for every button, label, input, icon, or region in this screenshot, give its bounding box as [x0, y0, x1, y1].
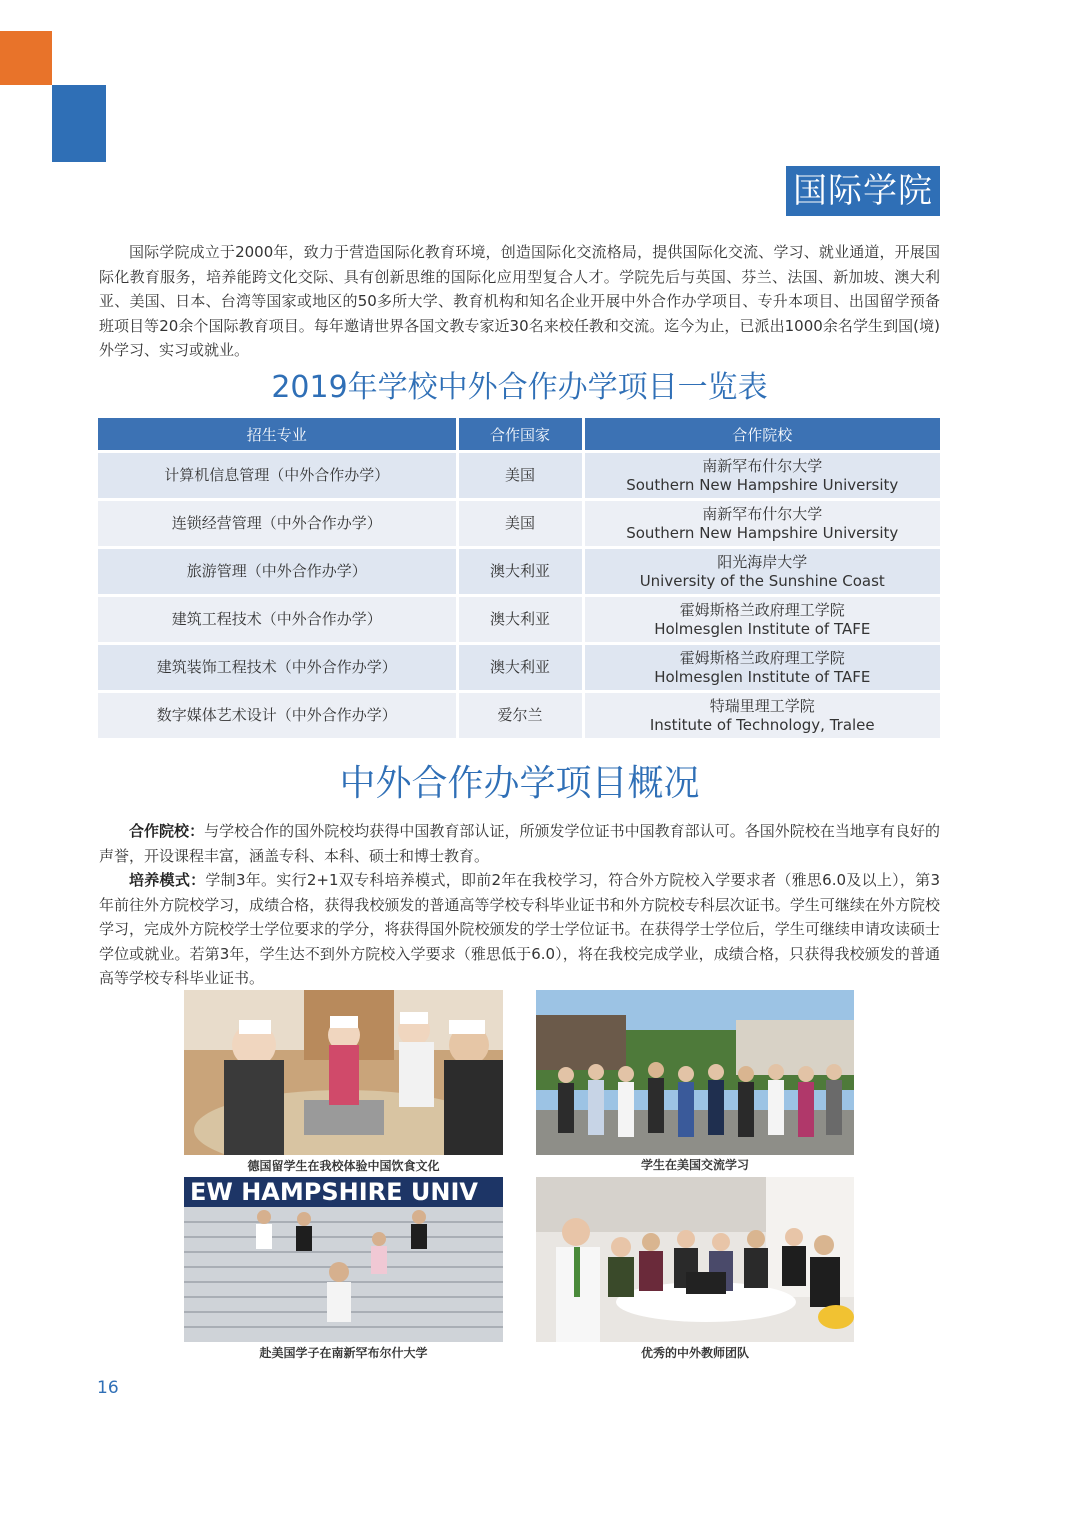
decorative-blue-square — [52, 85, 106, 162]
group-usa-image — [536, 990, 854, 1155]
header-major: 招生专业 — [98, 418, 457, 452]
header-school: 合作院校 — [583, 418, 940, 452]
partner-label: 合作院校： — [129, 822, 205, 840]
cell-country: 美国 — [457, 452, 583, 500]
cell-school — [583, 500, 940, 548]
photo-group-usa — [536, 990, 854, 1155]
photo-caption: 德国留学生在我校体验中国饮食文化 — [247, 1159, 440, 1173]
photo-cooking-class — [184, 990, 503, 1155]
intro-paragraph: 国际学院成立于2000年，致力于营造国际化教育环境，创造国际化交流格局，提供国际化交流、学习、就业通道，开展国际化教育服务，培养能跨文化交际、具有创新思维的国际化应用型复合人才。学院先后与英国、芬兰、法国、新加坡、澳大利亚、美国、日本、台湾等国家或地区的50多所大学、教育机构和知名企业开展中外合作办学项目、专升本项目、出国留学预备班项目等20余个国际教育项目。每年邀请世界各国文教专家近30名来校任教和交流。迄今为止，已派出1000余名学生到国(境)外学习、实习或就业。 — [99, 243, 940, 359]
school-name-cn: 霍姆斯格兰政府理工学院 — [679, 648, 845, 667]
programs-table — [98, 418, 940, 738]
table-row — [98, 548, 940, 596]
cell-country: 澳大利亚 — [457, 644, 583, 692]
partner-text: 与学校合作的国外院校均获得中国教育部认证，所颁发学位证书中国教育部认可。各国外院校在当地享有良好的声誉，开设课程丰富，涵盖专科、本科、硕士和博士教育。 — [99, 822, 940, 865]
cooking-class-image — [184, 990, 503, 1155]
overview-title: 中外合作办学项目概况 — [339, 763, 700, 804]
school-name-cn: 南新罕布什尔大学 — [702, 456, 823, 475]
school-name-en: Holmesglen Institute of TAFE — [654, 619, 871, 638]
school-name-cn: 南新罕布什尔大学 — [702, 504, 823, 523]
school-name-cn: 霍姆斯格兰政府理工学院 — [679, 600, 845, 619]
overview-text — [99, 819, 940, 991]
partner-paragraph — [99, 819, 940, 868]
cell-major: 建筑工程技术（中外合作办学） — [98, 596, 457, 644]
school-name-cn: 阳光海岸大学 — [717, 552, 808, 571]
page-number: 16 — [97, 1378, 119, 1398]
photo-caption: 优秀的中外教师团队 — [640, 1346, 749, 1360]
cell-country: 爱尔兰 — [457, 692, 583, 739]
mode-label: 培养模式： — [129, 871, 206, 889]
cell-school — [583, 644, 940, 692]
cell-school — [583, 692, 940, 739]
cell-country: 澳大利亚 — [457, 596, 583, 644]
mode-text: 学制3年。实行2+1双专科培养模式，即前2年在我校学习，符合外方院校入学要求者（雅思6.0及以上），第3年前往外方院校学习，成绩合格，获得我校颁发的普通高等学校专科毕业证书和外方院校专科层次证书。学生可继续在外方院校学习，完成外方院校学士学位要求的学分，将获得国外院校颁发的学士学位证书。在获得学士学位后，学生可继续申请攻读硕士学位或就业。若第3年，学生达不到外方院校入学要求（雅思低于6.0），将在我校完成学业，成绩合格，只获得我校颁发的普通高等学校专科毕业证书。 — [99, 871, 940, 987]
photo-caption: 学生在美国交流学习 — [640, 1158, 749, 1172]
header-country: 合作国家 — [457, 418, 583, 452]
decorative-orange-square — [0, 31, 52, 85]
cell-major: 旅游管理（中外合作办学） — [98, 548, 457, 596]
stadium-banner-text: EW HAMPSHIRE UNIV — [190, 1178, 478, 1206]
school-name-en: University of the Sunshine Coast — [639, 571, 885, 590]
school-name-en: Holmesglen Institute of TAFE — [654, 667, 871, 686]
table-row — [98, 500, 940, 548]
cell-school — [583, 596, 940, 644]
table-row — [98, 692, 940, 739]
photo-stadium — [184, 1177, 503, 1342]
table-header-row — [98, 418, 940, 452]
cell-country: 美国 — [457, 500, 583, 548]
cell-major: 计算机信息管理（中外合作办学） — [98, 452, 457, 500]
cell-major: 数字媒体艺术设计（中外合作办学） — [98, 692, 457, 739]
cell-school — [583, 452, 940, 500]
mode-paragraph — [99, 868, 940, 991]
cell-major: 连锁经营管理（中外合作办学） — [98, 500, 457, 548]
cell-school — [583, 548, 940, 596]
photo-teachers — [536, 1177, 854, 1342]
school-name-en: Institute of Technology, Tralee — [649, 715, 875, 734]
cell-major: 建筑装饰工程技术（中外合作办学） — [98, 644, 457, 692]
table-row — [98, 452, 940, 500]
school-name-en: Southern New Hampshire University — [626, 475, 899, 494]
school-name-en: Southern New Hampshire University — [626, 523, 899, 542]
cell-country: 澳大利亚 — [457, 548, 583, 596]
table-row — [98, 596, 940, 644]
photo-caption: 赴美国学子在南新罕布尔什大学 — [259, 1346, 428, 1360]
section-label: 国际学院 — [786, 166, 940, 216]
table-row — [98, 644, 940, 692]
stadium-image — [184, 1177, 503, 1342]
school-name-cn: 特瑞里理工学院 — [709, 696, 815, 715]
table-title: 2019年学校中外合作办学项目一览表 — [271, 370, 768, 405]
teachers-image — [536, 1177, 854, 1342]
